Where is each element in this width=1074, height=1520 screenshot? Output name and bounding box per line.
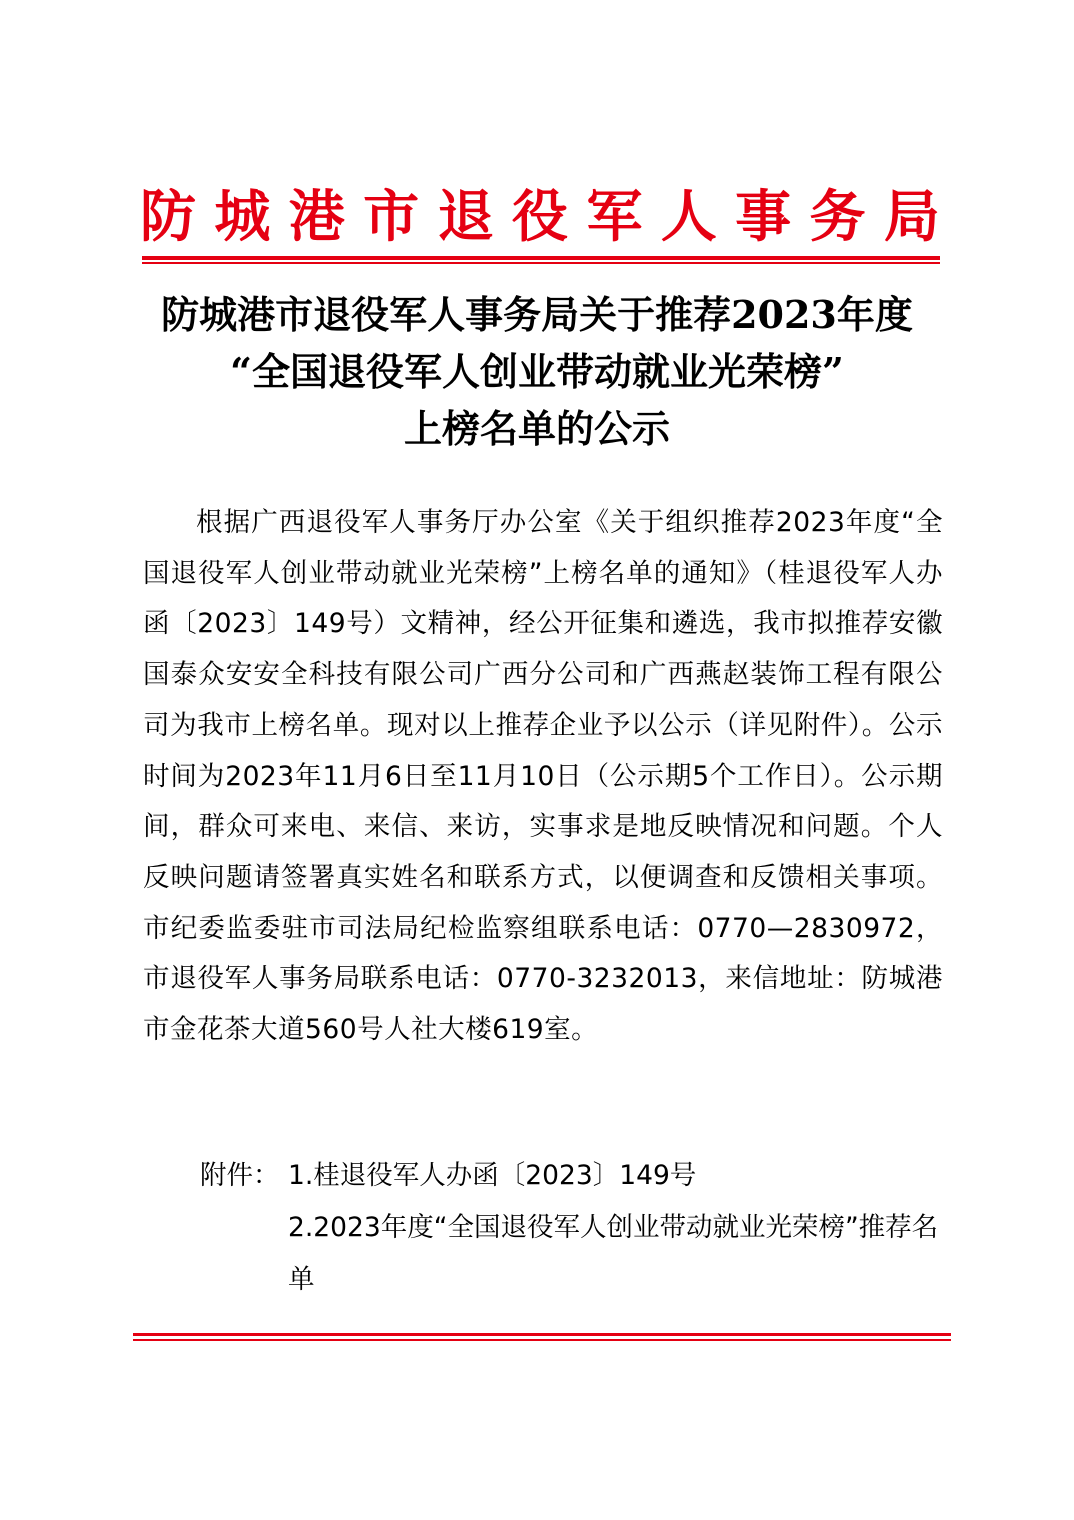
masthead-char: 役 <box>511 184 568 250</box>
masthead-char: 务 <box>809 184 866 250</box>
masthead-title <box>140 182 940 252</box>
masthead-char: 防 <box>140 184 196 250</box>
footer-rule-thin <box>133 1339 951 1341</box>
masthead-char: 退 <box>437 184 494 250</box>
masthead-char: 市 <box>363 184 420 250</box>
title-line-2: “全国退役军人创业带动就业光荣榜” <box>230 349 844 394</box>
masthead-char: 局 <box>883 184 940 250</box>
masthead-char: 港 <box>288 184 345 250</box>
footer-rule-thick <box>133 1333 951 1336</box>
masthead-char: 人 <box>660 184 717 250</box>
masthead-char: 军 <box>586 184 643 250</box>
attachment-item: 2.2023年度“全国退役军人创业带动就业光荣榜”推荐名单 <box>288 1212 939 1295</box>
body-paragraph: 根据广西退役军人事务厅办公室《关于组织推荐2023年度“全国退役军人创业带动就业光荣榜”上榜名单的通知》（桂退役军人办函〔2023〕149号）文精神，经公开征集和遴选，我市拟推荐安徽国泰众安安全科技有限公司广西分公司和广西燕赵装饰工程有限公司为我市上榜名单。现对以上推荐企业予以公示（详见附件）。公示时间为2023年11月6日至11月10日（公示期5个工作日）。公示期间，群众可来电、来信、来访，实事求是地反映情况和问题。个人反映问题请签署真实姓名和联系方式，以便调查和反馈相关事项。市纪委监委驻市司法局纪检监察组联系电话：0770—2830972，市退役军人事务局联系电话：0770-3232013，来信地址：防城港市金花茶大道560号人社大楼619室。 <box>143 507 943 1046</box>
masthead-char: 事 <box>735 184 792 250</box>
title-line-1: 防城港市退役军人事务局关于推荐2023年度 <box>161 292 913 337</box>
masthead-char: 城 <box>214 184 271 250</box>
attachments-label: 附件： <box>200 1160 280 1191</box>
masthead-rule-thin <box>142 262 940 264</box>
attachment-item: 1.桂退役军人办函〔2023〕149号 <box>288 1160 697 1191</box>
title-line-3: 上榜名单的公示 <box>403 406 670 451</box>
document-title <box>80 286 994 457</box>
attachments-section <box>200 1150 960 1306</box>
masthead-rule-thick <box>142 256 940 260</box>
